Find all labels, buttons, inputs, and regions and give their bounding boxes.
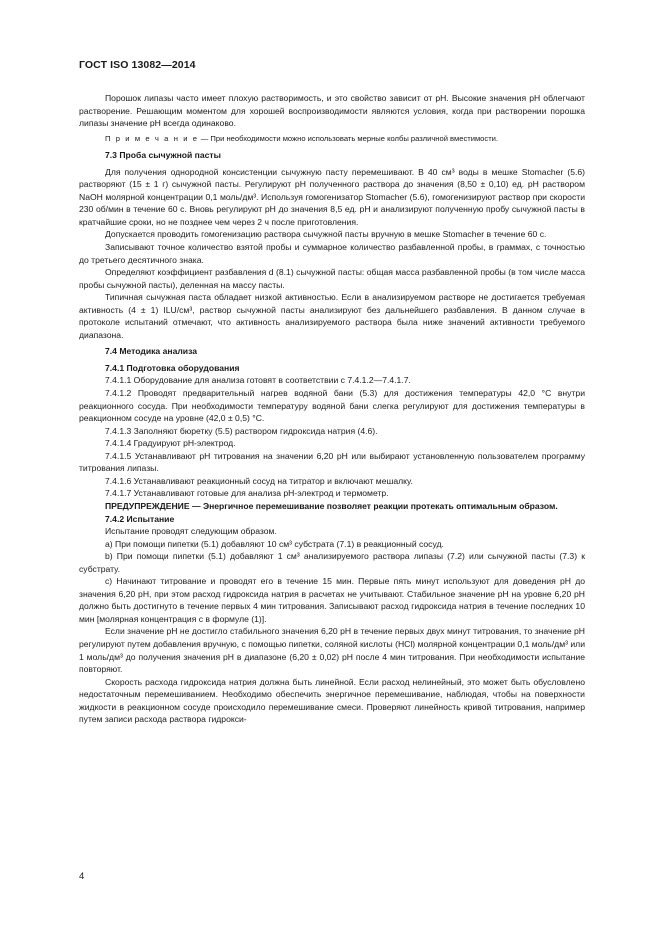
- paragraph: Порошок липазы часто имеет плохую растворимость, и это свойство зависит от pH. Высокие значения pH облегчают растворение. Решающим моментом для хорошей воспроизводимости являются условия, когда при растворении порошка липазы значение pH всегда одинаково.: [79, 93, 585, 129]
- clause-7-4-1-5: 7.4.1.5 Устанавливают pH титрования на значении 6,20 pH или выбирают установленную пользователем программу титрования липазы.: [79, 450, 585, 474]
- paragraph: Испытание проводят следующим образом.: [105, 526, 277, 537]
- note: [79, 133, 585, 146]
- clause-7-4-1-2: 7.4.1.2 Проводят предварительный нагрев водяной бани (5.3) для достижения температуры 42,0 °C внутри реакционного сосуда. При необходимости температуру водяной бани слегка регулируют для достижения температуры в реакционном сосуде на уровне (42,0 ± 0,5) °C.: [79, 388, 585, 424]
- subsection-heading-7-4-1: 7.4.1 Подготовка оборудования: [105, 362, 240, 373]
- list-item-c: c) Начинают титрование и проводят его в течение 15 мин. Первые пять минут используют для доведения pH до значения 6,20 pH, при этом расход гидроксида натрия в расчетах не учитывают. Стабильное значение pH на уровне 6,20 pH должно быть достигнуто в течение первых 4 мин титрования. Записывают расход гидроксида натрия в течение последних 10 мин [молярная концентрация c в формуле (1)].: [79, 576, 585, 624]
- clause-7-4-1-6: 7.4.1.6 Устанавливают реакционный сосуд на титратор и включают мешалку.: [105, 475, 413, 486]
- clause-7-4-1-1: 7.4.1.1 Оборудование для анализа готовят в соответствии с 7.4.1.2—7.4.1.7.: [105, 375, 411, 386]
- page-number: 4: [79, 871, 85, 882]
- list-item-a: a) При помощи пипетки (5.1) добавляют 10 см³ субстрата (7.1) в реакционный сосуд.: [105, 538, 444, 549]
- paragraph: Записывают точное количество взятой пробы и суммарное количество разбавленной пробы, в граммах, с точностью до третьего десятичного знака.: [79, 242, 585, 265]
- paragraph: Если значение pH не достигло стабильного значения 6,20 pH в течение первых двух минут титрования, то значение pH регулируют путем добавления вручную, с помощью пипетки, соляной кислоты (HCl) молярной концентрации 0,1 моль/дм³ или 1 моль/дм³ до получения значения pH в диапазоне (6,20 ± 0,02) pH после 4 мин титрования. При необходимости испытание повторяют.: [79, 626, 585, 675]
- paragraph: Типичная сычужная паста обладает низкой активностью. Если в анализируемом растворе не достигается требуемая активность (4 ± 1) ILU/см³, раствор сычужной пасты анализируют без дальнейшего разбавления. В данном случае в протоколе испытаний отмечают, что активность анализируемого раствора была ниже значений активности требуемого диапазона.: [79, 292, 585, 340]
- note-text: — При необходимости можно использовать мерные колбы различной вместимости.: [200, 133, 499, 143]
- clause-7-4-1-7: 7.4.1.7 Устанавливают готовые для анализа pH-электрод и термометр.: [105, 488, 389, 499]
- subsection-heading-7-4-2: 7.4.2 Испытание: [105, 513, 175, 524]
- paragraph: Скорость расхода гидроксида натрия должна быть линейной. Если расход нелинейный, это может быть обусловлено недостаточным перемешиванием. Необходимо обеспечить энергичное перемешивание, наблюдая, чтобы на поверхности жидкости в реакционном сосуде происходило перемешивание смеси. Проверяют линейность кривой титрования, например путем записи расхода раствора гидрокси-: [79, 676, 585, 725]
- document-body: [79, 92, 585, 726]
- page-header: ГОСТ ISO 13082—2014: [79, 59, 196, 71]
- note-label: П р и м е ч а н и е: [105, 133, 199, 143]
- list-item-b: b) При помощи пипетки (5.1) добавляют 1 см³ анализируемого раствора липазы (7.2) или сычужной пасты (7.3) к субстрату.: [79, 551, 585, 574]
- section-heading-7-3: 7.3 Проба сычужной пасты: [105, 150, 221, 161]
- clause-7-4-1-4: 7.4.1.4 Градуируют pH-электрод.: [105, 438, 236, 449]
- paragraph: Допускается проводить гомогенизацию раствора сычужной пасты вручную в мешке Stomacher в течение 60 с.: [105, 229, 547, 240]
- section-heading-7-4: 7.4 Методика анализа: [105, 346, 198, 357]
- clause-7-4-1-3: 7.4.1.3 Заполняют бюретку (5.5) раствором гидроксида натрия (4.6).: [105, 425, 378, 436]
- paragraph: Для получения однородной консистенции сычужную пасту перемешивают. В 40 см³ воды в мешке Stomacher (5.6) растворяют (15 ± 1 г) сычужной пасты. Регулируют pH полученного раствора до значения (8,50 ± 0,10) ед. pH раствором NaOH молярной концентрации 0,1 моль/дм³. Используя гомогенизатор Stomacher (5.6), гомогенизируют раствор при скорости 230 об/мин в течение 60 с. Вновь регулируют pH до значения 8,5 ед. pH и анализируют полученную пробу сычужной пасты в кратчайшие сроки, но не позднее чем через 2 ч после приготовления.: [79, 166, 585, 227]
- paragraph: Определяют коэффициент разбавления d (8.1) сычужной пасты: общая масса разбавленной пробы (в том числе масса пробы сычужной пасты), деленная на массу пасты.: [79, 267, 585, 290]
- warning: ПРЕДУПРЕЖДЕНИЕ — Энергичное перемешивание позволяет реакции протекать оптимальным образом.: [105, 500, 558, 511]
